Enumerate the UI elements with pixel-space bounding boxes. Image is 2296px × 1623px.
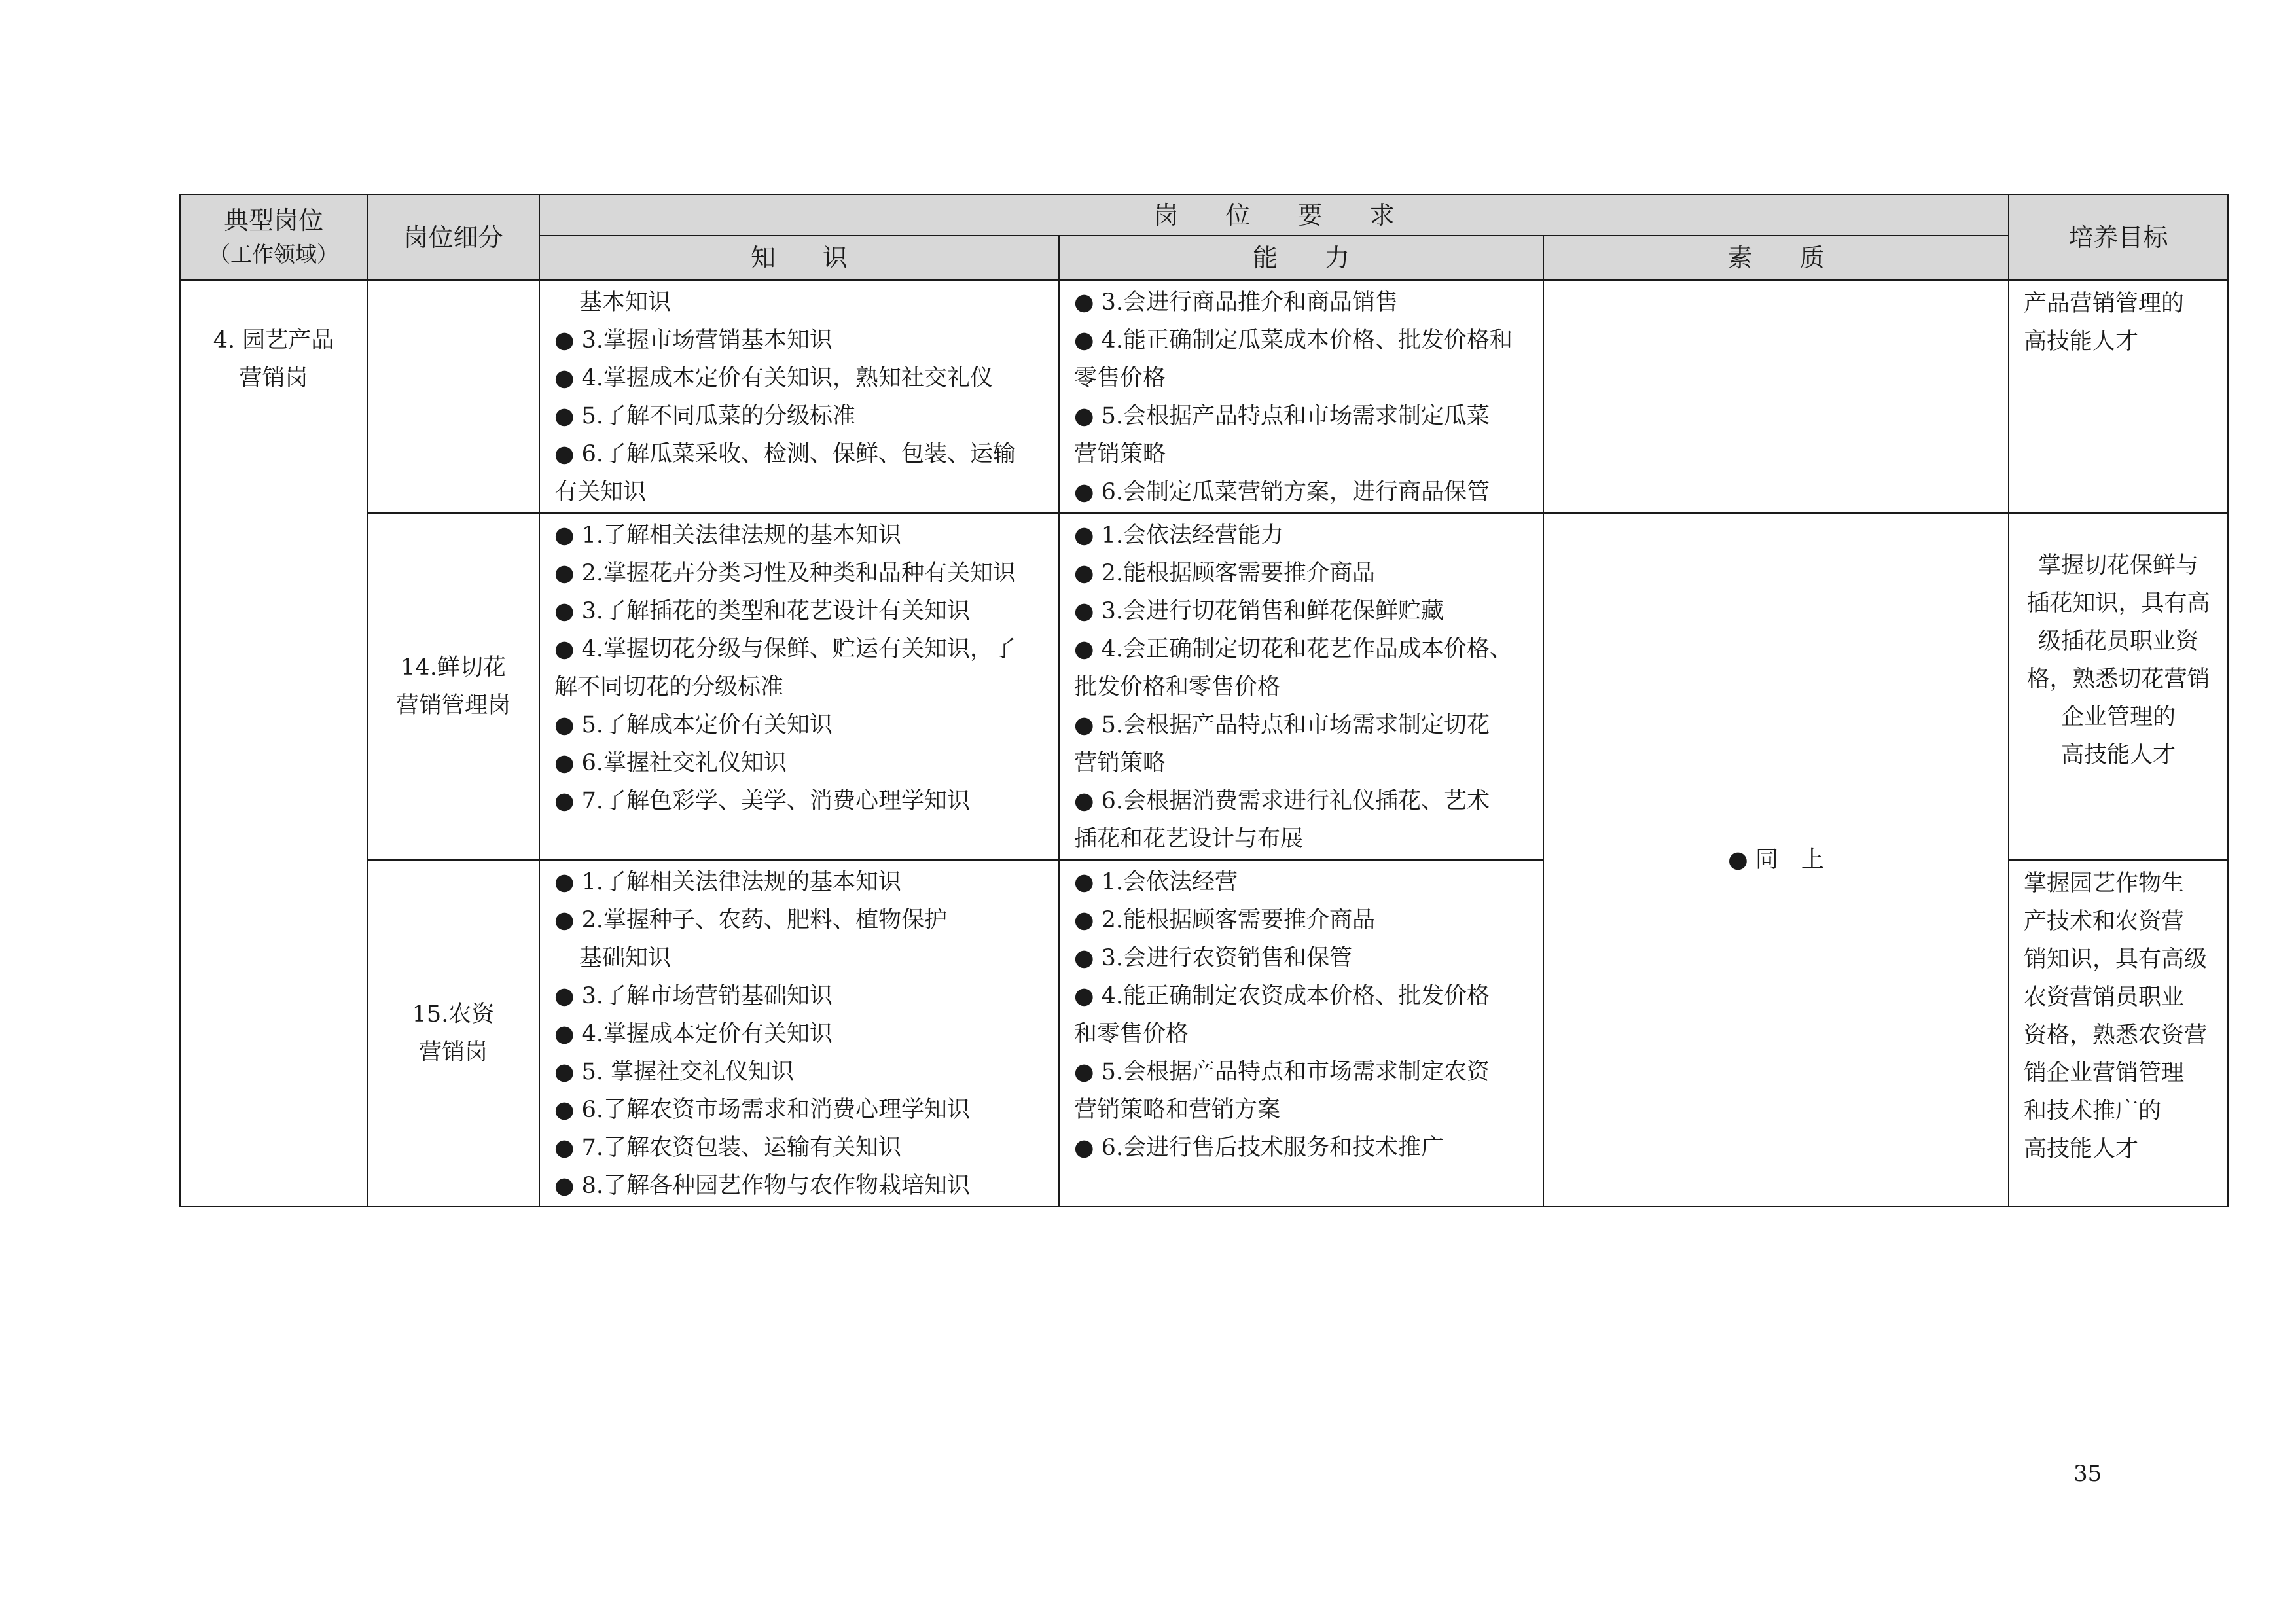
- post-name-line1: 15.农资: [412, 1001, 495, 1027]
- ability-line: ● 1.会依法经营: [1074, 869, 1238, 895]
- ability-cell-row1: [1059, 280, 1543, 513]
- page-number: 35: [2073, 1461, 2102, 1487]
- knowledge-line: ● 7.了解色彩学、美学、消费心理学知识: [554, 788, 971, 814]
- header-typical-post: [180, 194, 367, 280]
- post-cell-row3: [367, 860, 539, 1207]
- post-cell-row1: [367, 280, 539, 513]
- header-requirements: [539, 194, 2009, 236]
- knowledge-line: 解不同切花的分级标准: [554, 674, 784, 700]
- post-cell-row2: [367, 513, 539, 860]
- quality-cell-shared: ● 同 上: [1543, 513, 2009, 1207]
- domain-name-line1: 4. 园艺产品: [213, 327, 334, 353]
- goal-line: 资格，熟悉农资营: [2024, 1022, 2208, 1048]
- knowledge-line: ● 5.了解成本定价有关知识: [554, 712, 833, 738]
- goal-line: 掌握园艺作物生: [2024, 870, 2185, 897]
- ability-line: ● 4.能正确制定农资成本价格、批发价格: [1074, 983, 1490, 1009]
- goal-line: 和技术推广的: [2024, 1098, 2162, 1124]
- post-name-line2: 营销岗: [418, 1039, 488, 1065]
- ability-line: ● 3.会进行农资销售和保管: [1074, 945, 1353, 971]
- ability-line: ● 1.会依法经营能力: [1074, 522, 1284, 548]
- goal-cell-row3: [2009, 860, 2228, 1207]
- goal-cell-row2: [2009, 513, 2228, 860]
- ability-line: ● 4.能正确制定瓜菜成本价格、批发价格和: [1074, 327, 1513, 353]
- goal-line: 级插花员职业资: [2038, 628, 2199, 654]
- knowledge-line: ● 1.了解相关法律法规的基本知识: [554, 522, 902, 548]
- header-typical-post-sub: （工作领域）: [209, 241, 338, 267]
- goal-line: 产品营销管理的: [2024, 291, 2185, 317]
- goal-line: 农资营销员职业: [2024, 984, 2185, 1010]
- knowledge-line: ● 3.了解市场营销基础知识: [554, 983, 833, 1009]
- knowledge-line: ● 3.了解插花的类型和花艺设计有关知识: [554, 598, 971, 624]
- ability-line: ● 3.会进行商品推介和商品销售: [1074, 289, 1399, 315]
- header-ability: [1059, 236, 1543, 280]
- ability-line: ● 5.会根据产品特点和市场需求制定瓜菜: [1074, 403, 1490, 429]
- goal-line: 高技能人才: [2024, 1136, 2139, 1162]
- ability-cell-row2: [1059, 513, 1543, 860]
- goal-line: 销知识，具有高级: [2024, 946, 2208, 972]
- ability-line: 零售价格: [1074, 365, 1166, 391]
- knowledge-line: ● 2.掌握种子、农药、肥料、植物保护: [554, 907, 948, 933]
- knowledge-cell-row3: [539, 860, 1059, 1207]
- goal-line: 高技能人才: [2061, 742, 2176, 768]
- header-post-detail: 岗位细分: [367, 194, 539, 280]
- header-knowledge: [539, 236, 1059, 280]
- knowledge-line: ● 5.了解不同瓜菜的分级标准: [554, 403, 856, 429]
- knowledge-line: ● 2.掌握花卉分类习性及种类和品种有关知识: [554, 560, 1016, 586]
- domain-name: [181, 281, 367, 397]
- header-typical-post-label: 典型岗位: [223, 205, 323, 235]
- knowledge-cell-row1: [539, 280, 1059, 513]
- header-ability-label: 能 力: [1252, 243, 1350, 272]
- ability-line: ● 5.会根据产品特点和市场需求制定农资: [1074, 1059, 1490, 1085]
- post-name-line2: 营销管理岗: [395, 692, 511, 719]
- job-requirements-table: [179, 194, 2229, 1207]
- ability-line: ● 6.会根据消费需求进行礼仪插花、艺术: [1074, 788, 1490, 814]
- ability-cell-row3: [1059, 860, 1543, 1207]
- knowledge-line: ● 3.掌握市场营销基本知识: [554, 327, 833, 353]
- knowledge-line: 基本知识: [579, 289, 672, 315]
- ability-line: 插花和花艺设计与布展: [1074, 826, 1304, 852]
- ability-line: ● 3.会进行切花销售和鲜花保鲜贮藏: [1074, 598, 1444, 624]
- ability-line: 批发价格和零售价格: [1074, 674, 1281, 700]
- domain-cell: [180, 280, 367, 1207]
- knowledge-line: ● 8.了解各种园艺作物与农作物栽培知识: [554, 1173, 971, 1199]
- goal-line: 高技能人才: [2024, 329, 2139, 355]
- knowledge-line: ● 1.了解相关法律法规的基本知识: [554, 869, 902, 895]
- goal-line: 销企业营销管理: [2024, 1060, 2185, 1086]
- header-knowledge-label: 知 识: [750, 243, 848, 272]
- goal-line: 产技术和农资营: [2024, 908, 2185, 935]
- knowledge-cell-row2: [539, 513, 1059, 860]
- ability-line: ● 4.会正确制定切花和花艺作品成本价格、: [1074, 636, 1513, 662]
- ability-line: ● 2.能根据顾客需要推介商品: [1074, 907, 1376, 933]
- knowledge-line: ● 5. 掌握社交礼仪知识: [554, 1059, 795, 1085]
- knowledge-line: ● 4.掌握切花分级与保鲜、贮运有关知识，了: [554, 636, 1016, 662]
- post-name-line1: 14.鲜切花: [401, 654, 506, 681]
- knowledge-line: 有关知识: [554, 479, 647, 505]
- ability-line: 营销策略: [1074, 441, 1166, 467]
- knowledge-line: ● 6.了解农资市场需求和消费心理学知识: [554, 1097, 971, 1123]
- goal-line: 插花知识，具有高: [2026, 590, 2210, 616]
- knowledge-line: ● 4.掌握成本定价有关知识: [554, 1021, 833, 1047]
- ability-line: ● 6.会制定瓜菜营销方案，进行商品保管: [1074, 479, 1490, 505]
- ability-line: 和零售价格: [1074, 1021, 1189, 1047]
- knowledge-line: 基础知识: [579, 945, 672, 971]
- ability-line: 营销策略: [1074, 750, 1166, 776]
- header-goal: 培养目标: [2009, 194, 2228, 280]
- ability-line: ● 5.会根据产品特点和市场需求制定切花: [1074, 712, 1490, 738]
- goal-line: 掌握切花保鲜与: [2038, 552, 2199, 579]
- knowledge-line: ● 4.掌握成本定价有关知识，熟知社交礼仪: [554, 365, 994, 391]
- header-requirements-label: 岗 位 要 求: [1153, 200, 1395, 230]
- knowledge-line: ● 7.了解农资包装、运输有关知识: [554, 1135, 902, 1161]
- ability-line: 营销策略和营销方案: [1074, 1097, 1281, 1123]
- header-quality-label: 素 质: [1727, 243, 1825, 272]
- domain-name-line2: 营销岗: [239, 365, 308, 391]
- header-quality: [1543, 236, 2009, 280]
- quality-cell-row1: [1543, 280, 2009, 513]
- ability-line: ● 2.能根据顾客需要推介商品: [1074, 560, 1376, 586]
- knowledge-line: ● 6.掌握社交礼仪知识: [554, 750, 787, 776]
- goal-line: 格，熟悉切花营销: [2026, 666, 2210, 692]
- knowledge-line: ● 6.了解瓜菜采收、检测、保鲜、包装、运输: [554, 441, 1016, 467]
- goal-cell-row1: [2009, 280, 2228, 513]
- ability-line: ● 6.会进行售后技术服务和技术推广: [1074, 1135, 1444, 1161]
- goal-line: 企业管理的: [2061, 704, 2176, 730]
